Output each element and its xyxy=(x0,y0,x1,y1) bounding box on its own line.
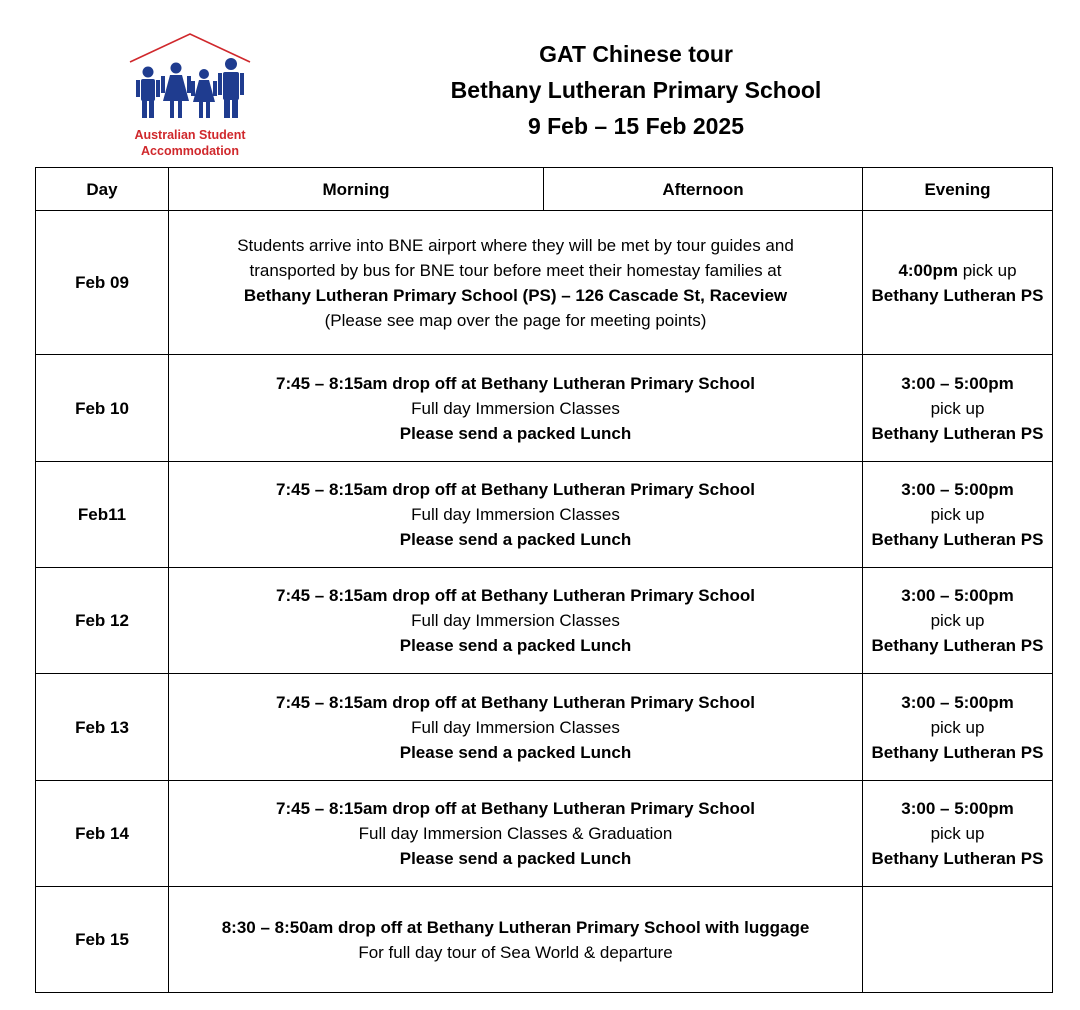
classes-text: Full day Immersion Classes xyxy=(411,611,620,630)
table-header-row xyxy=(36,168,1053,211)
pickup-place: Bethany Lutheran PS xyxy=(871,742,1044,762)
classes-text: Full day Immersion Classes xyxy=(411,717,620,737)
evening-cell xyxy=(863,355,1053,462)
classes-text: Full day Immersion Classes xyxy=(411,505,620,524)
table-row xyxy=(36,568,1053,674)
evening-cell xyxy=(863,211,1053,355)
evening-cell xyxy=(863,674,1053,781)
tour-title: GAT Chinese tour xyxy=(539,41,733,67)
pickup-place: Bethany Lutheran PS xyxy=(871,530,1044,549)
lunch-text: Please send a packed Lunch xyxy=(399,423,632,443)
day-cell: Feb 12 xyxy=(36,568,169,674)
table-row xyxy=(36,674,1053,781)
day-cell: Feb11 xyxy=(36,462,169,568)
evening-cell xyxy=(863,781,1053,887)
pickup-label: pick up xyxy=(930,824,985,843)
pickup-time: 3:00 – 5:00pm xyxy=(901,692,1014,712)
dropoff-text: 7:45 – 8:15am drop off at Bethany Lutheran Primary School xyxy=(276,480,755,499)
table-row xyxy=(36,462,1053,568)
dropoff-text: 7:45 – 8:15am drop off at Bethany Lutheran Primary School xyxy=(276,586,755,605)
activity-cell xyxy=(169,355,863,462)
logo-line-1: Australian Student xyxy=(134,128,246,142)
tour-note: For full day tour of Sea World & departure xyxy=(358,942,673,962)
pickup-place: Bethany Lutheran PS xyxy=(871,423,1044,443)
pickup-place: Bethany Lutheran PS xyxy=(871,636,1044,655)
activity-cell xyxy=(169,462,863,568)
evening-cell xyxy=(863,568,1053,674)
evening-cell xyxy=(863,462,1053,568)
pickup-place: Bethany Lutheran PS xyxy=(871,285,1044,305)
activity-note: (Please see map over the page for meeting points) xyxy=(324,310,707,330)
pickup-time: 3:00 – 5:00pm xyxy=(901,480,1014,499)
day-cell: Feb 13 xyxy=(36,674,169,781)
tour-dates: 9 Feb – 15 Feb 2025 xyxy=(527,113,745,139)
lunch-text: Please send a packed Lunch xyxy=(399,530,632,549)
activity-cell xyxy=(169,887,863,993)
activity-cell xyxy=(169,674,863,781)
pickup-time: 3:00 – 5:00pm xyxy=(901,586,1014,605)
evening-cell-empty xyxy=(863,887,1053,993)
dropoff-text: 7:45 – 8:15am drop off at Bethany Lutheran Primary School xyxy=(276,373,755,393)
pickup-time: 3:00 – 5:00pm xyxy=(901,373,1014,393)
house-family-icon xyxy=(128,32,252,128)
table-row xyxy=(36,887,1053,993)
activity-cell xyxy=(169,781,863,887)
pickup-label: pick up xyxy=(930,505,985,524)
day-cell: Feb 10 xyxy=(36,355,169,462)
dropoff-text: 7:45 – 8:15am drop off at Bethany Lutheran Primary School xyxy=(276,692,755,712)
column-header-day: Day xyxy=(36,168,169,211)
pickup-label: pick up xyxy=(930,398,985,418)
dropoff-text: 7:45 – 8:15am drop off at Bethany Lutheran Primary School xyxy=(276,799,755,818)
lunch-text: Please send a packed Lunch xyxy=(399,742,632,762)
pickup-label: pick up xyxy=(930,611,985,630)
day-cell: Feb 14 xyxy=(36,781,169,887)
day-cell: Feb 15 xyxy=(36,887,169,993)
column-header-evening: Evening xyxy=(863,168,1053,211)
activity-address: Bethany Lutheran Primary School (PS) – 126 Cascade St, Raceview xyxy=(243,285,788,305)
pickup-place: Bethany Lutheran PS xyxy=(871,849,1044,868)
day-cell: Feb 09 xyxy=(36,211,169,355)
activity-line: transported by bus for BNE tour before meet their homestay families at xyxy=(249,260,782,280)
pickup-label: pick up xyxy=(957,260,1017,280)
logo-line-2: Accommodation xyxy=(141,144,239,158)
column-header-morning: Morning xyxy=(169,168,544,211)
table-row xyxy=(36,781,1053,887)
lunch-text: Please send a packed Lunch xyxy=(399,849,632,868)
classes-text: Full day Immersion Classes xyxy=(411,398,620,418)
school-name: Bethany Lutheran Primary School xyxy=(450,77,822,103)
table-row xyxy=(36,355,1053,462)
activity-line: Students arrive into BNE airport where they will be met by tour guides and xyxy=(237,235,794,255)
pickup-label: pick up xyxy=(930,717,985,737)
column-header-afternoon: Afternoon xyxy=(544,168,863,211)
activity-cell xyxy=(169,568,863,674)
document-header xyxy=(400,36,872,144)
classes-text: Full day Immersion Classes & Graduation xyxy=(358,824,673,843)
activity-cell xyxy=(169,211,863,355)
schedule-table xyxy=(35,167,1053,993)
company-logo xyxy=(128,32,252,160)
lunch-text: Please send a packed Lunch xyxy=(399,636,632,655)
pickup-time: 3:00 – 5:00pm xyxy=(901,799,1014,818)
pickup-time: 4:00pm xyxy=(898,260,958,280)
table-row xyxy=(36,211,1053,355)
dropoff-text: 8:30 – 8:50am drop off at Bethany Lutheran Primary School with luggage xyxy=(221,917,810,937)
